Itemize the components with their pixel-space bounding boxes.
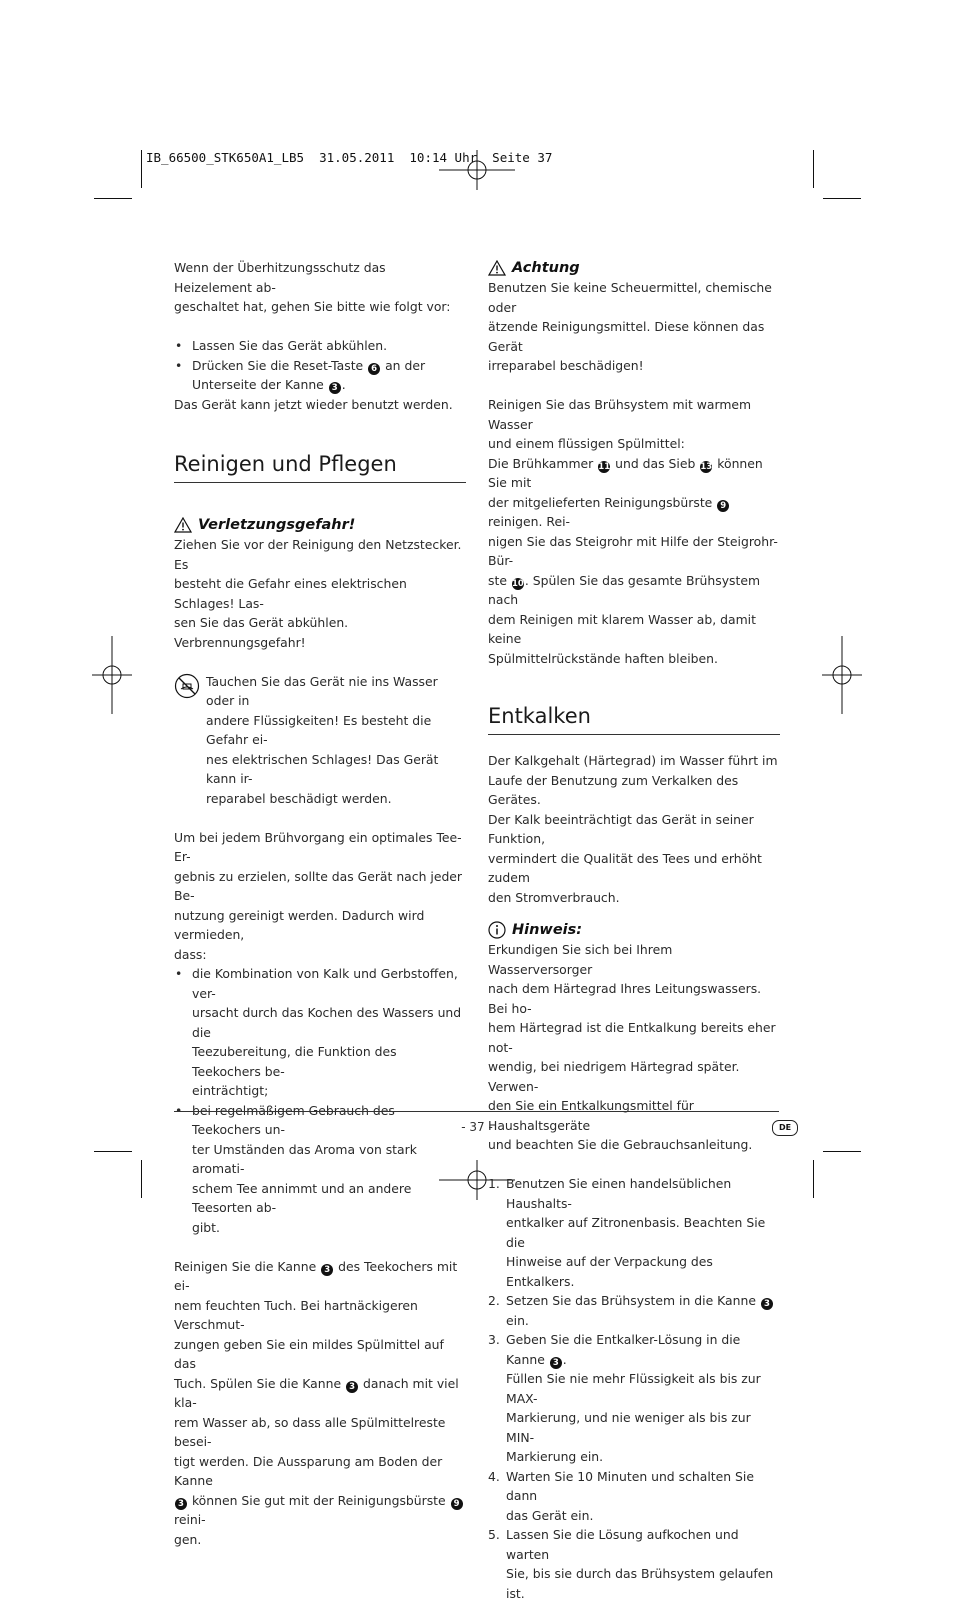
- reference-number: 3: [346, 1381, 358, 1393]
- body-line: nes elektrischen Schlages! Das Gerät kann ir-: [206, 751, 439, 786]
- body-line: andere Flüssigkeiten! Es besteht die Gefahr ei-: [206, 712, 432, 747]
- body-line: wendig, bei niedrigem Härtegrad später. Verwen-: [488, 1059, 740, 1094]
- list-item: • bei regelmäßigem Gebrauch des Teekochers un- ter Umständen das Aroma von stark aromati- schem Tee annimmt und an andere Teesorten ab- gibt.: [174, 1101, 466, 1238]
- body-line: Das Gerät kann jetzt wieder benutzt werden.: [174, 396, 453, 412]
- list-item: • Drücken Sie die Reset-Taste 6 an der Unterseite der Kanne 3 .: [174, 356, 466, 395]
- body-line: hem Härtegrad ist die Entkalkung bereits eher not-: [488, 1020, 776, 1055]
- avoided-effects-list: [174, 964, 466, 1237]
- reference-number: 13: [700, 461, 713, 472]
- no-water-warning: [174, 672, 466, 809]
- overheat-steps: [174, 336, 466, 395]
- list-item: 1. Benutzen Sie einen handelsüblichen Haushalts- entkalker auf Zitronenbasis. Beachten Sie die Hinweise auf der Verpackung des Entkalkers.: [488, 1176, 766, 1289]
- intro-line: Wenn der Überhitzungsschutz das Heizelement ab-: [174, 260, 386, 295]
- section-heading-descaling: Entkalken: [488, 702, 780, 735]
- body-line: der mitgelieferten Reinigungsbürste 9 reinigen. Rei-: [488, 493, 780, 532]
- registration-mark-right: [822, 636, 862, 714]
- body-line: zungen geben Sie ein mildes Spülmittel auf das: [174, 1336, 444, 1371]
- body-line: Der Kalk beeinträchtigt das Gerät in seiner Funktion,: [488, 811, 754, 846]
- body-line: nigen Sie das Steigrohr mit Hilfe der Steigrohr-Bür-: [488, 533, 778, 568]
- reference-number: 10: [511, 578, 524, 589]
- body-line: nem feuchten Tuch. Bei hartnäckigeren Verschmut-: [174, 1297, 418, 1332]
- registration-mark-top: [437, 150, 517, 190]
- body-line: nutzung gereinigt werden. Dadurch wird vermieden,: [174, 907, 425, 942]
- body-line: und einem flüssigen Spülmittel:: [488, 436, 685, 451]
- body-line: 3 können Sie gut mit der Reinigungsbürste 9 reini-: [174, 1491, 466, 1530]
- reference-number: 3: [175, 1498, 187, 1510]
- body-line: und beachten Sie die Gebrauchsanleitung.: [488, 1137, 753, 1152]
- list-item: 2. Setzen Sie das Brühsystem in die Kanne 3 ein.: [488, 1291, 780, 1330]
- reference-number: 11: [598, 461, 611, 472]
- reference-number: 3: [321, 1264, 333, 1276]
- reference-number: 3: [761, 1298, 773, 1310]
- body-line: sen Sie das Gerät abkühlen. Verbrennungsgefahr!: [174, 615, 349, 650]
- list-item: 5. Lassen Sie die Lösung aufkochen und warten Sie, bis sie durch das Brühsystem gelaufen ist.: [488, 1527, 774, 1601]
- body-line: Spülmittelrückstände haften bleiben.: [488, 650, 718, 666]
- body-line: Reinigen Sie die Kanne 3 des Teekochers mit ei-: [174, 1258, 458, 1293]
- language-badge: DE: [772, 1120, 798, 1136]
- registration-mark-left: [92, 636, 132, 714]
- body-line: gen.: [174, 1531, 202, 1547]
- warning-triangle-icon: [488, 260, 506, 276]
- body-line: den Sie ein Entkalkungsmittel für Haushaltsgeräte: [488, 1098, 694, 1133]
- body-line: nach dem Härtegrad Ihres Leitungswassers. Bei ho-: [488, 981, 762, 1016]
- caution-heading: Achtung: [488, 258, 780, 278]
- body-line: dass:: [174, 946, 207, 962]
- body-line: gebnis zu erzielen, sollte das Gerät nach jeder Be-: [174, 868, 463, 903]
- section-heading-cleaning: Reinigen und Pflegen: [174, 450, 466, 483]
- list-item: 3. Geben Sie die Entkalker-Lösung in die Kanne 3 . Füllen Sie nie mehr Flüssigkeit als bis zur MAX- Markierung, und nie weniger als bis zur MIN- Markierung ein.: [488, 1332, 761, 1464]
- body-line: Um bei jedem Brühvorgang ein optimales Tee-Er-: [174, 829, 462, 864]
- info-icon: [488, 921, 506, 939]
- body-line: reparabel beschädigt werden.: [206, 790, 392, 806]
- reference-number: 9: [717, 500, 729, 512]
- warning-triangle-icon: [174, 517, 192, 533]
- list-item: • Lassen Sie das Gerät abkühlen.: [174, 336, 466, 356]
- print-slug: IB_66500_STK650A1_LB5 31.05.2011 10:14 Uhr Seite 37: [146, 150, 553, 165]
- note-heading: Hinweis:: [488, 920, 780, 940]
- right-column: [488, 258, 780, 1603]
- page-number: - 37 -: [461, 1120, 493, 1134]
- warning-heading: Verletzungsgefahr!: [174, 515, 466, 535]
- body-line: Erkundigen Sie sich bei Ihrem Wasserversorger: [488, 942, 673, 977]
- body-line: Benutzen Sie keine Scheuermittel, chemische oder: [488, 280, 772, 315]
- footer-rule: [174, 1111, 779, 1112]
- body-line: ätzende Reinigungsmittel. Diese können das Gerät: [488, 319, 765, 354]
- reference-number: 9: [451, 1498, 463, 1510]
- body-line: ste 10. Spülen Sie das gesamte Brühsystem nach: [488, 572, 761, 607]
- body-line: rem Wasser ab, so dass alle Spülmittelreste besei-: [174, 1414, 446, 1449]
- body-line: Reinigen Sie das Brühsystem mit warmem Wasser: [488, 397, 752, 432]
- body-line: Ziehen Sie vor der Reinigung den Netzstecker. Es: [174, 537, 462, 572]
- body-line: Der Kalkgehalt (Härtegrad) im Wasser führt im: [488, 753, 778, 768]
- list-item: • die Kombination von Kalk und Gerbstoffen, ver- ursacht durch das Kochen des Wassers und die Teezubereitung, die Funktion des Teekochers be- einträchtigt;: [174, 964, 466, 1101]
- reference-number: 3: [550, 1357, 562, 1369]
- body-line: Die Brühkammer 11 und das Sieb 13 können Sie mit: [488, 455, 763, 490]
- body-line: tigt werden. Die Aussparung am Boden der Kanne: [174, 1453, 443, 1488]
- body-line: dem Reinigen mit klarem Wasser ab, damit keine: [488, 611, 756, 646]
- descaling-steps: [488, 1174, 780, 1603]
- no-immersion-icon: [174, 673, 200, 699]
- body-line: den Stromverbrauch.: [488, 889, 620, 905]
- body-line: besteht die Gefahr eines elektrischen Schlages! Las-: [174, 576, 407, 611]
- body-line: Tauchen Sie das Gerät nie ins Wasser oder in: [206, 673, 438, 708]
- body-line: irreparabel beschädigen!: [488, 358, 644, 373]
- body-line: vermindert die Qualität des Tees und erhöht zudem: [488, 850, 762, 885]
- body-line: Tuch. Spülen Sie die Kanne 3 danach mit viel kla-: [174, 1375, 459, 1410]
- reference-number: 3: [329, 382, 341, 394]
- left-column: [174, 258, 466, 1549]
- intro-line: geschaltet hat, gehen Sie bitte wie folgt vor:: [174, 299, 451, 314]
- body-line: Laufe der Benutzung zum Verkalken des Gerätes.: [488, 772, 739, 807]
- reference-number: 6: [368, 363, 380, 375]
- list-item: 4. Warten Sie 10 Minuten und schalten Sie dann das Gerät ein.: [488, 1468, 754, 1523]
